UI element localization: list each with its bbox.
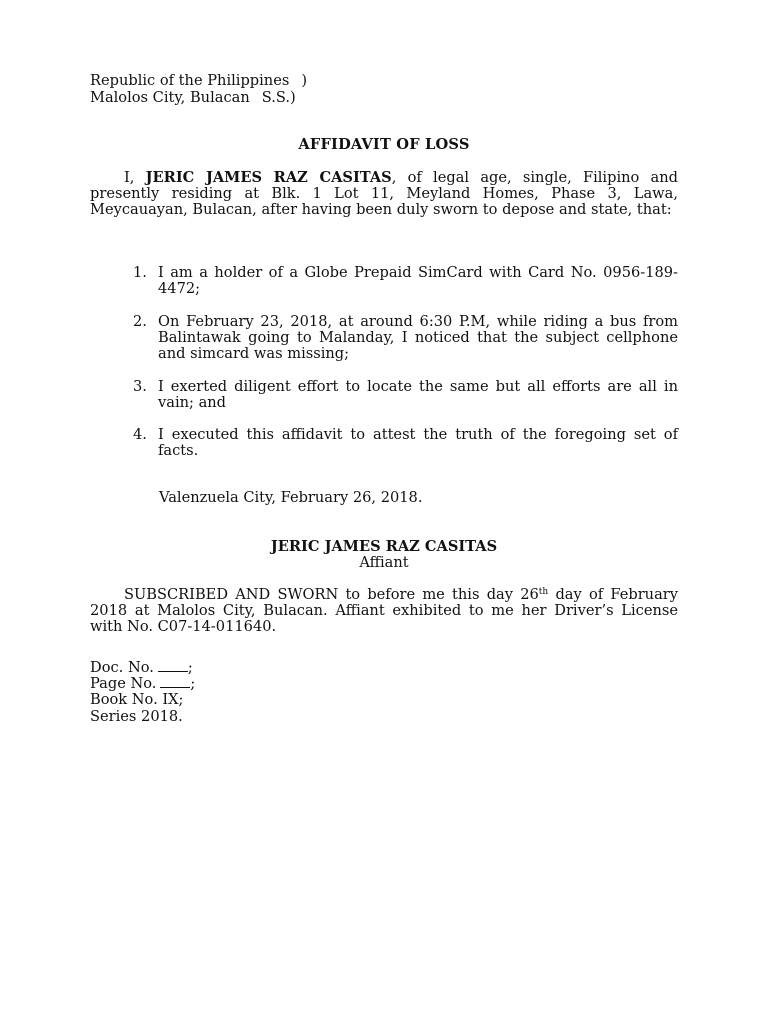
blank-line	[158, 660, 188, 672]
book-number-line: Book No. IX;	[90, 691, 184, 709]
venue-line-1	[90, 73, 307, 90]
document-title: AFFIDAVIT OF LOSS	[298, 136, 470, 153]
page-number-line	[90, 676, 195, 692]
list-item-number: 3.	[133, 378, 147, 395]
list-item-number: 4.	[133, 426, 147, 443]
jurat-paragraph	[90, 587, 678, 636]
venue-line-2	[90, 90, 307, 107]
venue-city: Malolos City, Bulacan	[90, 88, 250, 106]
list-item	[133, 427, 678, 459]
venue-heading	[90, 73, 307, 106]
venue-mark-1: )	[301, 72, 308, 89]
place-and-date: Valenzuela City, February 26, 2018.	[159, 489, 423, 506]
list-item-text: I executed this affidavit to attest the truth of the foregoing set of facts.	[158, 426, 678, 460]
affiant-name-inline: JERIC JAMES RAZ CASITAS	[145, 169, 392, 186]
intro-paragraph	[90, 170, 678, 219]
doc-number-line	[90, 660, 195, 676]
signature-label: Affiant	[359, 554, 409, 571]
jurat-text-2: day of February 2018 at Malolos City, Bulacan. Affiant exhibited to me her Driver’s License with No. C07-14-011640.	[90, 586, 678, 636]
list-item	[133, 379, 678, 411]
jurat-text-1: SUBSCRIBED AND SWORN to before me this day 26	[124, 586, 539, 603]
venue-mark-2: S.S.)	[261, 88, 296, 106]
blank-line	[160, 676, 190, 688]
jurat-superscript: th	[538, 587, 549, 597]
list-item-text: I exerted diligent effort to locate the same but all efforts are all in vain; and	[158, 378, 678, 412]
page-number-label: Page No.	[90, 675, 157, 693]
list-item	[133, 265, 678, 297]
list-item	[133, 314, 678, 363]
doc-number-label: Doc. No.	[90, 659, 154, 676]
list-item-number: 2.	[133, 313, 147, 330]
venue-country: Republic of the Philippines	[90, 72, 290, 89]
notarial-register	[90, 660, 195, 725]
intro-prefix: I,	[124, 169, 146, 186]
list-item-text: On February 23, 2018, at around 6:30 P.M, while riding a bus from Balintawak going to Malanday, I noticed that the subject cellphone and simcard was missing;	[158, 313, 678, 363]
doc-number-suffix: ;	[187, 659, 193, 676]
intro-rest: , of legal age, single, Filipino and presently residing at Blk. 1 Lot 11, Meyland Homes, Phase 3, Lawa, Meycauayan, Bulacan, after having been duly sworn to depose and state, that:	[90, 169, 678, 219]
series-line: Series 2018.	[90, 707, 183, 725]
page-number-suffix: ;	[190, 675, 196, 693]
signature-name: JERIC JAMES RAZ CASITAS	[270, 538, 498, 555]
list-item-number: 1.	[133, 264, 147, 281]
list-item-text: I am a holder of a Globe Prepaid SimCard with Card No. 0956-189-4472;	[158, 264, 678, 298]
